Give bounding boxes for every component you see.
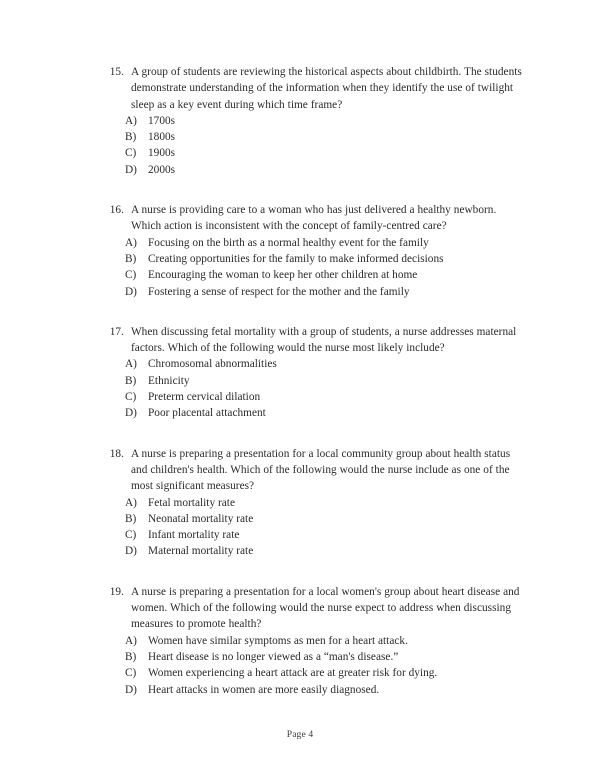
option-letter: C) xyxy=(125,667,137,680)
option-letter: C) xyxy=(125,147,137,160)
question-text: A nurse is providing care to a woman who has just delivered a healthy newborn. Which action is inconsistent with the concept of family-centred care? xyxy=(131,204,497,233)
question-number: 15. xyxy=(109,66,124,78)
option-item[interactable] xyxy=(103,633,523,649)
option-item[interactable] xyxy=(103,405,523,421)
option-list xyxy=(103,235,523,300)
option-text: Poor placental attachment xyxy=(148,407,266,420)
option-text: 1800s xyxy=(148,131,176,144)
option-list xyxy=(103,633,523,698)
option-item[interactable] xyxy=(103,527,523,543)
option-item[interactable] xyxy=(103,665,523,681)
option-letter: B) xyxy=(125,131,137,144)
option-text: Fetal mortality rate xyxy=(148,496,235,509)
question-number: 19. xyxy=(109,585,124,598)
question-block xyxy=(103,202,523,300)
option-item[interactable] xyxy=(103,495,523,511)
option-letter: B) xyxy=(125,512,137,525)
page-footer: Page 4 xyxy=(286,729,314,740)
option-text: Creating opportunities for the family to make informed decisions xyxy=(148,252,444,265)
option-letter: B) xyxy=(125,252,137,265)
option-letter: D) xyxy=(125,545,137,558)
option-letter: D) xyxy=(125,285,137,298)
option-letter: B) xyxy=(125,374,137,387)
question-block xyxy=(103,584,523,698)
option-item[interactable] xyxy=(103,389,523,405)
option-text: Heart attacks in women are more easily diagnosed. xyxy=(148,683,380,696)
question-text: A nurse is preparing a presentation for a local community group about health status and children's health. Which of the following would the nurse include as one of the most significant measures? xyxy=(131,447,511,493)
option-letter: D) xyxy=(125,163,137,176)
question-number: 17. xyxy=(109,325,124,338)
option-text: 1700s xyxy=(148,114,176,127)
option-item[interactable] xyxy=(103,543,523,559)
option-letter: D) xyxy=(125,407,137,420)
option-letter: C) xyxy=(125,269,137,282)
option-item[interactable] xyxy=(103,113,523,129)
option-item[interactable] xyxy=(103,682,523,698)
option-text: Women experiencing a heart attack are at greater risk for dying. xyxy=(148,667,438,680)
option-text: Infant mortality rate xyxy=(148,529,240,542)
question-number: 18. xyxy=(109,447,124,460)
option-list xyxy=(103,113,523,178)
option-item[interactable] xyxy=(103,511,523,527)
option-text: Preterm cervical dilation xyxy=(148,391,261,404)
question-block xyxy=(103,64,523,178)
option-letter: C) xyxy=(125,529,137,542)
option-item[interactable] xyxy=(103,235,523,251)
option-item[interactable] xyxy=(103,356,523,372)
option-list xyxy=(103,495,523,560)
option-text: Ethnicity xyxy=(148,374,190,387)
option-item[interactable] xyxy=(103,267,523,283)
option-letter: A) xyxy=(125,236,137,249)
option-text: Women have similar symptoms as men for a heart attack. xyxy=(148,634,408,647)
option-letter: D) xyxy=(125,683,137,696)
question-stem xyxy=(103,584,523,633)
option-letter: C) xyxy=(125,391,137,404)
option-text: Focusing on the birth as a normal healthy event for the family xyxy=(148,236,429,249)
question-list xyxy=(103,64,523,722)
option-letter: A) xyxy=(125,634,137,647)
option-item[interactable] xyxy=(103,162,523,178)
question-text: A nurse is preparing a presentation for a local women's group about heart disease and women. Which of the following would the nurse expect to address when discussing measures to promote health? xyxy=(131,585,520,631)
option-list xyxy=(103,356,523,421)
option-text: Maternal mortality rate xyxy=(148,545,254,558)
question-stem xyxy=(103,64,523,113)
question-block xyxy=(103,446,523,560)
option-item[interactable] xyxy=(103,284,523,300)
option-text: Chromosomal abnormalities xyxy=(148,358,277,371)
option-letter: A) xyxy=(125,114,137,127)
question-number: 16. xyxy=(109,204,124,217)
option-item[interactable] xyxy=(103,251,523,267)
question-stem xyxy=(103,324,523,357)
option-text: Encouraging the woman to keep her other children at home xyxy=(148,269,418,282)
question-block xyxy=(103,324,523,422)
option-text: 2000s xyxy=(148,163,176,176)
option-text: 1900s xyxy=(148,147,176,160)
option-text: Fostering a sense of respect for the mother and the family xyxy=(148,285,410,298)
option-text: Heart disease is no longer viewed as a “man's disease.” xyxy=(148,650,399,663)
option-item[interactable] xyxy=(103,129,523,145)
option-letter: A) xyxy=(125,496,137,509)
question-text: A group of students are reviewing the historical aspects about childbirth. The students demonstrate understanding of the information when they identify the use of twilight sleep as a key event during which time frame? xyxy=(131,66,522,111)
question-text: When discussing fetal mortality with a group of students, a nurse addresses maternal factors. Which of the following would the nurse most likely include? xyxy=(131,325,517,355)
option-text: Neonatal mortality rate xyxy=(148,512,254,525)
question-stem xyxy=(103,202,523,235)
option-letter: A) xyxy=(125,358,137,371)
question-stem xyxy=(103,446,523,495)
option-letter: B) xyxy=(125,650,137,663)
option-item[interactable] xyxy=(103,649,523,665)
option-item[interactable] xyxy=(103,373,523,389)
option-item[interactable] xyxy=(103,145,523,161)
